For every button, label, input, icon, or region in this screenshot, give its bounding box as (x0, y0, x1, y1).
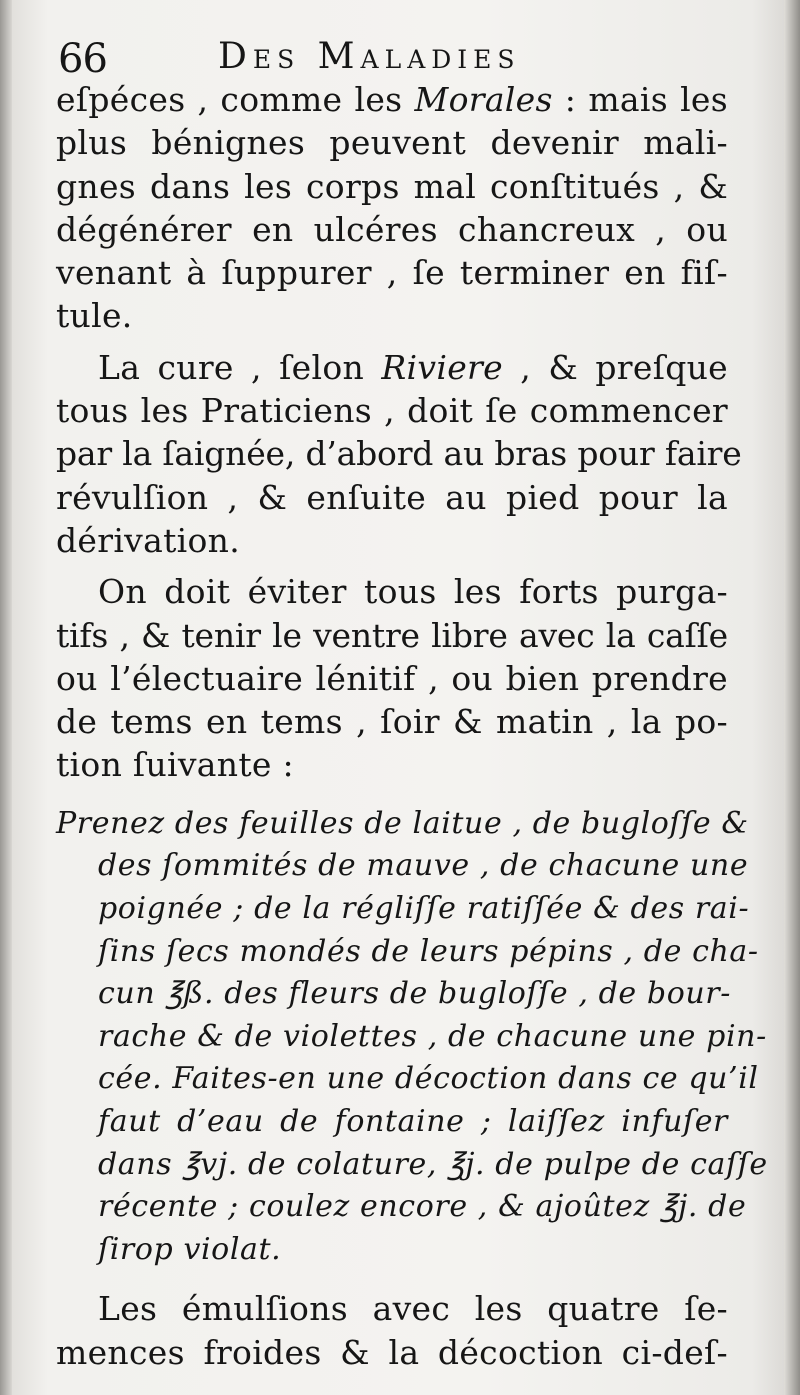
prescription-line: cée. Faites-en une décoction dans ce qu’il (98, 1061, 759, 1097)
paragraph-1 (56, 78, 728, 338)
text-line: dérivation. (56, 520, 241, 560)
text-line: gnes dans les corps mal conſtitués , & (56, 166, 728, 206)
prescription-line: récente ; coulez encore , & ajoûtez ℥j. de (98, 1189, 747, 1225)
text-line: Les émulſions avec les quatre ſe- (98, 1289, 728, 1329)
prescription-line: rache & de violettes , de chacune une pin- (98, 1018, 767, 1054)
running-head: Des Maladies (218, 36, 521, 77)
text-line: tifs , & tenir le ventre libre avec la caſſe (56, 615, 728, 655)
body-text (56, 78, 768, 1374)
italic-term: Morales (414, 80, 553, 119)
prescription-block (56, 803, 768, 1272)
text-line: eſpéces , comme les Morales : mais les (56, 80, 728, 119)
prescription-line: ſins ſecs mondés de leurs pépins , de cha- (98, 933, 759, 969)
prescription-line: poignée ; de la régliſſe ratiſſée & des rai- (98, 890, 750, 926)
text-line: par la ſaignée, d’abord au bras pour faire (56, 434, 742, 474)
prescription-line: dans ℥vj. de colature, ℥j. de pulpe de caſſe (98, 1146, 768, 1182)
text-line: mences froides & la décoction ci-deſ- (56, 1332, 728, 1372)
italic-term: Riviere (381, 347, 503, 387)
text-line: venant à ſuppurer , ſe terminer en fiſ- (56, 253, 728, 293)
page-left-edge (0, 0, 12, 1395)
text-line: tous les Praticiens , doit ſe commencer (56, 391, 728, 431)
page-right-edge (784, 0, 800, 1395)
text-line: On doit éviter tous les forts purga- (98, 572, 728, 612)
text-line: de tems en tems , ſoir & matin , la po- (56, 702, 728, 742)
text-line: tule. (56, 296, 133, 336)
prescription-line: des ſommités de mauve , de chacune une (98, 848, 749, 884)
text-line: tion ſuivante : (56, 745, 294, 785)
prescription-line: ſirop violat. (98, 1231, 282, 1267)
page-number: 66 (58, 36, 107, 82)
text-line: ou l’électuaire lénitif , ou bien prendre (56, 658, 728, 698)
paragraph-3 (56, 570, 728, 786)
text-line: La cure , ſelon Riviere , & preſque (98, 347, 729, 387)
text-line: révulſion , & enſuite au pied pour la (56, 477, 728, 517)
paragraph-2 (56, 346, 742, 562)
paragraph-4 (56, 1287, 728, 1374)
prescription-line: faut d’eau de fontaine ; laiſſez infuſer (98, 1103, 728, 1139)
text-line: dégénérer en ulcéres chancreux , ou (56, 209, 728, 249)
text-line: plus bénignes peuvent devenir mali- (56, 123, 728, 163)
prescription-line: Prenez des feuilles de laitue , de bugloſſe & (56, 805, 749, 841)
prescription-line: cun ℥ß. des fleurs de bugloſſe , de bour- (98, 976, 731, 1012)
